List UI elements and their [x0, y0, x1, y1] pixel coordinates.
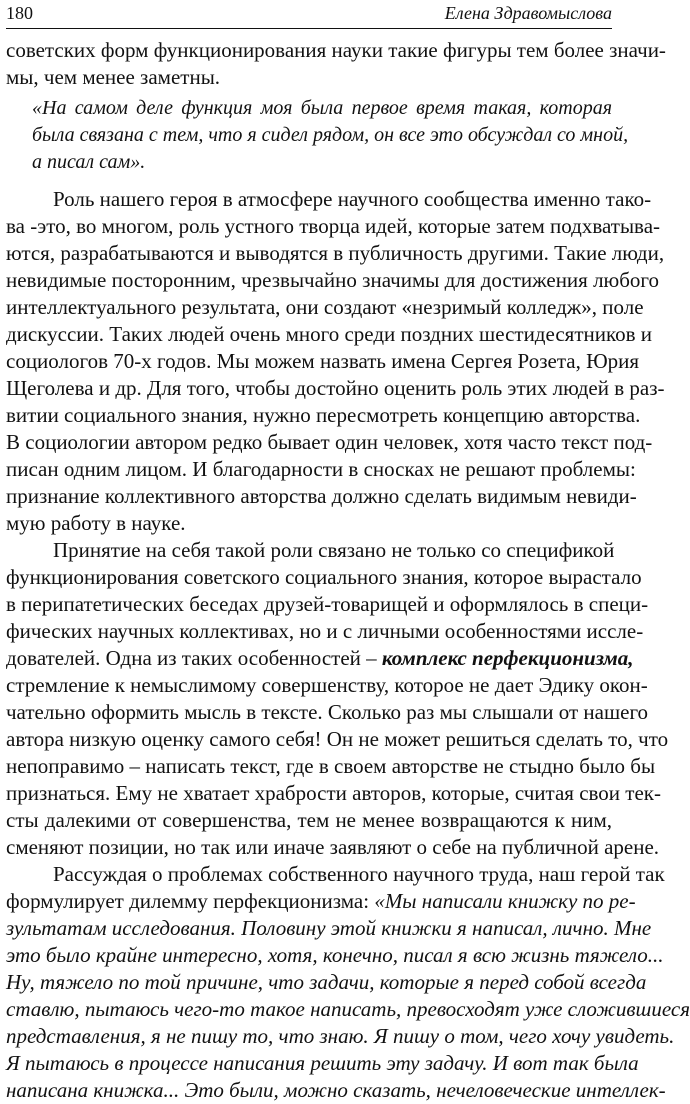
text-line: признание коллективного авторства должно сделать видимым невиди- [6, 484, 637, 508]
text-line: Рассуждая о проблемах собственного научного труда, наш герой так [53, 862, 665, 886]
text-line: мы, чем менее заметны. [6, 65, 221, 89]
paragraph-perfectionism [6, 537, 669, 861]
page-header [6, 2, 612, 29]
text-line: Щеголева и др. Для того, чтобы достойно оценить роль этих людей в раз- [6, 376, 665, 400]
text-line: чательно оформить мысль в тексте. Сколько раз мы слышали от нашего [6, 700, 649, 724]
text-line: дискуссии. Таких людей очень много среди поздних шестидесятников и [6, 322, 653, 346]
paragraph-role [6, 186, 665, 537]
emphasis-term: комплекс перфекционизма, [381, 646, 634, 670]
paragraph-intro [6, 37, 666, 91]
text-line: стремление к немыслимому совершенству, которое не дает Эдику окон- [6, 673, 648, 697]
block-quote [6, 95, 629, 176]
text-line-mixed [6, 888, 636, 915]
text-line: В социологии автором редко бывает один человек, хотя часто текст под- [6, 430, 653, 454]
quote-line: зультатам исследования. Половину этой книжки я написал, лично. Мне [6, 916, 652, 940]
page-body [6, 37, 690, 1104]
text-line: Роль нашего героя в атмосфере научного сообщества именно тако- [53, 187, 652, 211]
text-line: сменяют позиции, но так или иначе заявляют о себе на публичной арене. [6, 835, 660, 859]
quote-line: написана книжка... Это были, можно сказать, нечеловеческие интеллек- [6, 1078, 666, 1102]
text-line: невидимые посторонним, чрезвычайно значимы для достижения любого [6, 268, 660, 292]
text-line: признаться. Ему не хватает храбрости авторов, которые, считая свои тек- [6, 781, 661, 805]
text-line: Принятие на себя такой роли связано не только со спецификой [53, 538, 615, 562]
text-line: мую работу в науке. [6, 511, 186, 535]
quote-line: а писал сам». [32, 151, 146, 173]
quote-line: «На самом деле функция моя была первое время такая, которая [32, 97, 612, 119]
page-number: 180 [6, 3, 33, 23]
quote-line: Ну, тяжело по той причине, что задачи, которые я перед собой всегда [6, 970, 647, 994]
text-line: ются, разрабатываются и выводятся в публичность другими. Такие люди, [6, 241, 665, 265]
quote-segment: «Мы написали книжку по ре- [374, 889, 636, 913]
text-line: автора низкую оценку самого себя! Он не может решиться сделать то, что [6, 727, 669, 751]
text-line: сты далекими от совершенства, тем не менее возвращаются к ним, [6, 808, 612, 832]
text-line: витии социального знания, нужно пересмотреть концепцию авторства. [6, 403, 641, 427]
text-line: ва -это, во многом, роль устного творца идей, которые затем подхватыва- [6, 214, 661, 238]
text-line-mixed [6, 645, 634, 672]
text-line: социологов 70-х годов. Мы можем назвать имена Сергея Розета, Юрия [6, 349, 640, 373]
text-segment: формулирует дилемму перфекционизма: [6, 889, 370, 913]
quote-line: это было крайне интересно, хотя, конечно, писал я всю жизнь тяжело... [6, 943, 664, 967]
text-line: функционирования советского социального знания, которое вырастало [6, 565, 642, 589]
text-line: в перипатетических беседах друзей-товарищей и оформлялось в специ- [6, 592, 649, 616]
text-line: советских форм функционирования науки такие фигуры тем более значи- [6, 38, 666, 62]
quote-line: представления, я не пишу то, что знаю. Я пишу о том, чего хочу увидеть. [6, 1024, 675, 1048]
text-line: интеллектуального результата, они создают «незримый колледж», поле [6, 295, 644, 319]
text-line: фических научных коллективах, но и с личными особенностями иссле- [6, 619, 644, 643]
quote-line: была связана с тем, что я сидел рядом, он все это обсуждал со мной, [32, 124, 629, 146]
paragraph-dilemma [6, 861, 690, 1104]
text-line: непоправимо – написать текст, где в своем авторстве не стыдно было бы [6, 754, 656, 778]
quote-line: Я пытаюсь в процессе написания решить эту задачу. И вот так была [6, 1051, 639, 1075]
text-segment: дователей. Одна из таких особенностей – [6, 646, 377, 670]
text-line: писан одним лицом. И благодарности в сносках не решают проблемы: [6, 457, 636, 481]
running-head-author: Елена Здравомыслова [444, 3, 612, 23]
quote-line: ставлю, пытаюсь чего-то такое написать, превосходят уже сложившиеся [6, 997, 690, 1021]
